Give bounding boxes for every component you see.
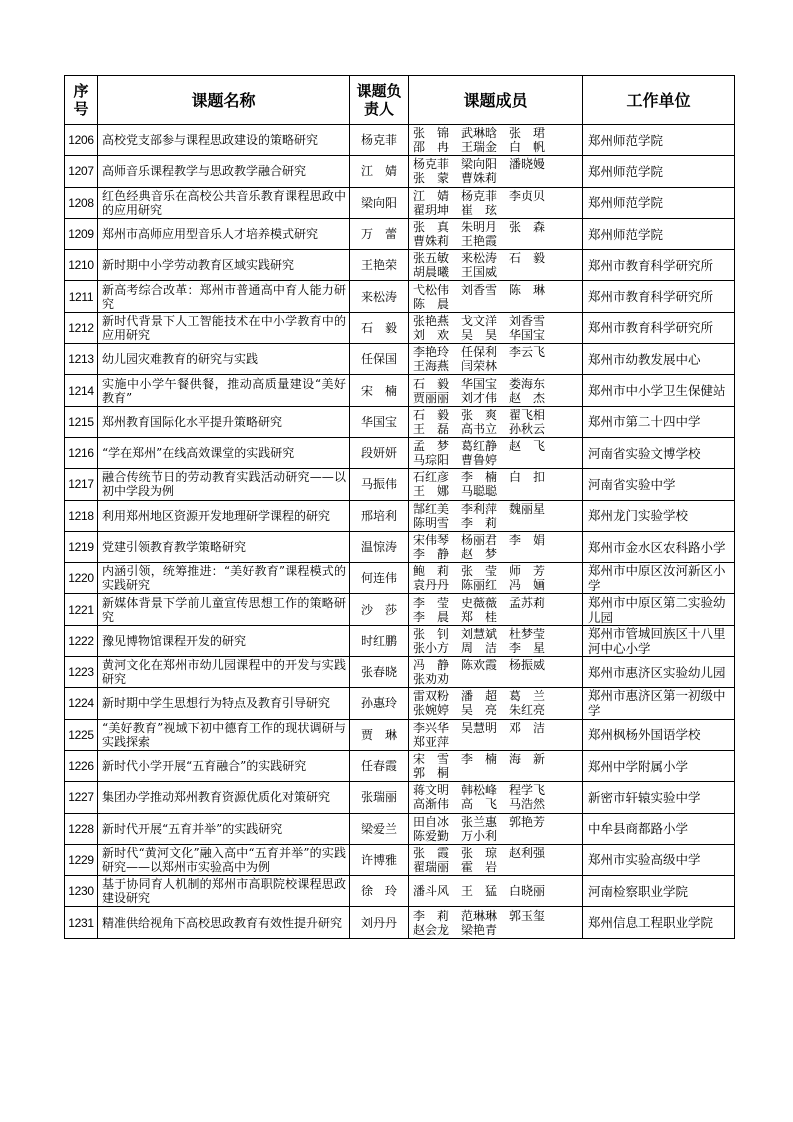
- row-project-title: 新时代小学开展“五育融合”的实践研究: [98, 750, 350, 781]
- member-line: 翟玥坤 崔 玹: [413, 202, 498, 217]
- header-project-members: 课题成员: [409, 76, 583, 125]
- row-project-leader: 来松涛: [350, 281, 409, 312]
- member-line: 郜红美 李利萍 魏丽星: [413, 501, 546, 516]
- member-line: 冯 静 陈欢霞 杨振威: [413, 658, 546, 673]
- row-project-leader: 刘丹丹: [350, 907, 409, 938]
- row-project-members: [409, 312, 583, 343]
- row-serial-number: 1226: [65, 750, 98, 781]
- row-serial-number: 1224: [65, 688, 98, 719]
- row-project-members: [409, 813, 583, 844]
- member-line: 李 莹 史薇薇 孟苏莉: [413, 595, 546, 610]
- row-project-members: [409, 156, 583, 187]
- row-serial-number: 1225: [65, 719, 98, 750]
- member-line: 石 毅 张 爽 翟飞相: [413, 407, 546, 422]
- table-row: [65, 437, 735, 468]
- member-line: 高渐伟 高 飞 马浩然: [413, 797, 546, 812]
- member-line: 刘 欢 吴 昊 华国宝: [413, 327, 546, 342]
- row-project-leader: 任保国: [350, 344, 409, 375]
- row-project-leader: 任春霞: [350, 750, 409, 781]
- row-project-members: [409, 876, 583, 907]
- row-project-leader: 许博雅: [350, 844, 409, 875]
- member-line: 石 毅 华国宝 娄海东: [413, 376, 546, 391]
- row-project-leader: 王艳荣: [350, 250, 409, 281]
- row-project-title: 郑州教育国际化水平提升策略研究: [98, 406, 350, 437]
- row-project-leader: 邢培利: [350, 500, 409, 531]
- row-serial-number: 1206: [65, 125, 98, 156]
- row-work-unit: 河南检察职业学院: [583, 876, 735, 907]
- member-line: 胡晨曦 王国威: [413, 265, 498, 280]
- row-project-leader: 沙 莎: [350, 594, 409, 625]
- row-project-title: 新时代“黄河文化”融入高中“五育并举”的实践研究——以郑州市实验高中为例: [98, 844, 350, 875]
- row-project-leader: 梁向阳: [350, 187, 409, 218]
- row-project-title: 红色经典音乐在高校公共音乐教育课程思政中的应用研究: [98, 187, 350, 218]
- table-body: [65, 125, 735, 939]
- row-project-title: 利用郑州地区资源开发地理研学课程的研究: [98, 500, 350, 531]
- row-project-title: 新高考综合改革：郑州市普通高中育人能力研究: [98, 281, 350, 312]
- row-project-leader: 梁爱兰: [350, 813, 409, 844]
- table-row: [65, 218, 735, 249]
- member-line: 张劝劝: [413, 672, 450, 687]
- member-line: 贾丽丽 刘才伟 赵 杰: [413, 390, 546, 405]
- row-project-title: 新时期中小学劳动教育区域实践研究: [98, 250, 350, 281]
- member-line: 蒋文明 韩松峰 程学飞: [413, 783, 546, 798]
- row-serial-number: 1209: [65, 218, 98, 249]
- row-serial-number: 1217: [65, 469, 98, 500]
- row-work-unit: 郑州市第二十四中学: [583, 406, 735, 437]
- row-serial-number: 1221: [65, 594, 98, 625]
- row-serial-number: 1218: [65, 500, 98, 531]
- member-line: 宋伟琴 杨丽君 李 娟: [413, 533, 546, 547]
- row-project-title: 新时期中学生思想行为特点及教育引导研究: [98, 688, 350, 719]
- member-line: 杨克菲 梁向阳 潘晓嫚: [413, 157, 546, 172]
- row-serial-number: 1230: [65, 876, 98, 907]
- project-table-sheet: [64, 75, 734, 939]
- header-project-title: 课题名称: [98, 76, 350, 125]
- member-line: 邵 冉 王瑞金 白 帆: [413, 140, 546, 155]
- row-project-members: [409, 719, 583, 750]
- table-row: [65, 750, 735, 781]
- row-project-leader: 温惊涛: [350, 531, 409, 562]
- row-serial-number: 1229: [65, 844, 98, 875]
- row-serial-number: 1211: [65, 281, 98, 312]
- member-line: 曹姝莉 王艳霞: [413, 234, 498, 249]
- row-serial-number: 1213: [65, 344, 98, 375]
- row-project-members: [409, 469, 583, 500]
- table-row: [65, 312, 735, 343]
- member-line: 陈爱勤 万小利: [413, 828, 498, 843]
- row-project-leader: 华国宝: [350, 406, 409, 437]
- row-project-members: [409, 187, 583, 218]
- row-project-title: “美好教育”视域下初中德育工作的现状调研与实践探索: [98, 719, 350, 750]
- member-line: 张 霞 张 琼 赵利强: [413, 845, 546, 860]
- table-row: [65, 375, 735, 406]
- member-line: 郭 桐: [413, 766, 450, 781]
- member-line: 王 娜 马聪聪: [413, 484, 498, 499]
- row-project-members: [409, 563, 583, 594]
- member-line: 弋松伟 刘香雪 陈 琳: [413, 282, 546, 297]
- row-project-leader: 石 毅: [350, 312, 409, 343]
- member-line: 李 静 赵 梦: [413, 547, 498, 561]
- row-project-title: 内涵引领，统筹推进：“美好教育”课程模式的实践研究: [98, 563, 350, 594]
- row-project-members: [409, 406, 583, 437]
- row-project-leader: 江 婧: [350, 156, 409, 187]
- table-row: [65, 907, 735, 938]
- member-line: 宋 雪 李 楠 海 新: [413, 752, 546, 767]
- row-project-title: 新时代背景下人工智能技术在中小学教育中的应用研究: [98, 312, 350, 343]
- row-work-unit: 郑州市惠济区实验幼儿园: [583, 657, 735, 688]
- row-project-title: 集团办学推动郑州教育资源优质化对策研究: [98, 782, 350, 813]
- row-project-title: 郑州市高师应用型音乐人才培养模式研究: [98, 218, 350, 249]
- row-project-title: 高校党支部参与课程思政建设的策略研究: [98, 125, 350, 156]
- row-serial-number: 1219: [65, 531, 98, 562]
- member-line: 张小方 周 洁 李 星: [413, 640, 546, 655]
- row-project-leader: 杨克菲: [350, 125, 409, 156]
- table-row: [65, 500, 735, 531]
- row-serial-number: 1228: [65, 813, 98, 844]
- row-work-unit: 郑州龙门实验学校: [583, 500, 735, 531]
- row-serial-number: 1220: [65, 563, 98, 594]
- row-work-unit: 郑州市教育科学研究所: [583, 281, 735, 312]
- table-row: [65, 625, 735, 656]
- member-line: 李 晨 郑 桂: [413, 609, 498, 624]
- row-project-members: [409, 750, 583, 781]
- member-line: 李 莉 范琳琳 郭玉玺: [413, 908, 546, 923]
- row-work-unit: 郑州市幼教发展中心: [583, 344, 735, 375]
- row-work-unit: 中牟县商都路小学: [583, 813, 735, 844]
- member-line: 李艳玲 任保利 李云飞: [413, 345, 546, 360]
- row-project-members: [409, 907, 583, 938]
- row-project-members: [409, 782, 583, 813]
- member-line: 王海燕 闫荣林: [413, 359, 498, 374]
- member-line: 王 磊 高书立 孙秋云: [413, 421, 546, 436]
- row-project-members: [409, 344, 583, 375]
- table-row: [65, 469, 735, 500]
- table-header-row: [65, 76, 735, 125]
- row-project-leader: 宋 楠: [350, 375, 409, 406]
- row-project-members: [409, 375, 583, 406]
- row-work-unit: 郑州师范学院: [583, 187, 735, 218]
- table-row: [65, 563, 735, 594]
- row-project-title: 精准供给视角下高校思政教育有效性提升研究: [98, 907, 350, 938]
- member-line: 陈明雪 李 莉: [413, 515, 498, 530]
- row-work-unit: 郑州枫杨外国语学校: [583, 719, 735, 750]
- row-project-members: [409, 250, 583, 281]
- table-row: [65, 844, 735, 875]
- row-serial-number: 1223: [65, 657, 98, 688]
- table-row: [65, 719, 735, 750]
- row-project-title: 豫见博物馆课程开发的研究: [98, 625, 350, 656]
- row-project-leader: 张瑞丽: [350, 782, 409, 813]
- row-project-title: 党建引领教育教学策略研究: [98, 531, 350, 562]
- row-project-members: [409, 281, 583, 312]
- header-project-leader: 课题负责人: [350, 76, 409, 125]
- row-work-unit: 郑州市中原区汝河新区小学: [583, 563, 735, 594]
- row-work-unit: 郑州中学附属小学: [583, 750, 735, 781]
- row-project-members: [409, 657, 583, 688]
- table-row: [65, 281, 735, 312]
- member-line: 张婉婷 吴 亮 朱红亮: [413, 703, 546, 718]
- table-row: [65, 876, 735, 907]
- row-project-leader: 孙惠玲: [350, 688, 409, 719]
- row-project-members: [409, 218, 583, 249]
- row-project-members: [409, 688, 583, 719]
- row-work-unit: 河南省实验中学: [583, 469, 735, 500]
- row-work-unit: 郑州市管城回族区十八里河中心小学: [583, 625, 735, 656]
- row-work-unit: 郑州市中小学卫生保健站: [583, 375, 735, 406]
- row-work-unit: 郑州市教育科学研究所: [583, 250, 735, 281]
- row-project-title: 新时代开展“五育并举”的实践研究: [98, 813, 350, 844]
- row-work-unit: 郑州师范学院: [583, 218, 735, 249]
- member-line: 赵会龙 梁艳青: [413, 922, 498, 937]
- row-project-members: [409, 500, 583, 531]
- table-row: [65, 406, 735, 437]
- row-work-unit: 河南省实验文博学校: [583, 437, 735, 468]
- row-project-leader: 马振伟: [350, 469, 409, 500]
- member-line: 潘斗风 王 猛 白晓丽: [413, 884, 546, 899]
- row-work-unit: 郑州师范学院: [583, 156, 735, 187]
- table-row: [65, 250, 735, 281]
- member-line: 张 锦 武琳晗 张 珺: [413, 126, 546, 141]
- table-row: [65, 594, 735, 625]
- row-serial-number: 1216: [65, 437, 98, 468]
- member-line: 李兴华 吴慧明 邓 洁: [413, 720, 546, 735]
- member-line: 石红彦 李 楠 白 扣: [413, 470, 546, 485]
- row-work-unit: 郑州信息工程职业学院: [583, 907, 735, 938]
- table-row: [65, 782, 735, 813]
- table-row: [65, 813, 735, 844]
- member-line: 孟 梦 葛红静 赵 飞: [413, 439, 546, 454]
- header-serial-number: 序号: [65, 76, 98, 125]
- row-project-title: 实施中小学午餐供餐，推动高质量建设“美好教育”: [98, 375, 350, 406]
- member-line: 张艳燕 戈文洋 刘香雪: [413, 313, 546, 328]
- member-line: 江 婧 杨克菲 李贞贝: [413, 188, 546, 203]
- row-serial-number: 1210: [65, 250, 98, 281]
- member-line: 张五敏 来松涛 石 毅: [413, 251, 546, 266]
- row-work-unit: 郑州市教育科学研究所: [583, 312, 735, 343]
- member-line: 翟瑞丽 霍 岩: [413, 859, 498, 874]
- row-project-members: [409, 844, 583, 875]
- row-project-leader: 贾 琳: [350, 719, 409, 750]
- member-line: 陈 晨: [413, 296, 450, 311]
- row-project-title: 基于协同育人机制的郑州市高职院校课程思政建设研究: [98, 876, 350, 907]
- row-project-title: 高师音乐课程教学与思政教学融合研究: [98, 156, 350, 187]
- row-serial-number: 1231: [65, 907, 98, 938]
- row-project-members: [409, 437, 583, 468]
- row-serial-number: 1215: [65, 406, 98, 437]
- table-row: [65, 531, 735, 562]
- row-work-unit: 郑州市惠济区第一初级中学: [583, 688, 735, 719]
- row-project-leader: 段妍妍: [350, 437, 409, 468]
- row-project-members: [409, 125, 583, 156]
- member-line: 马琮阳 曹鲁婷: [413, 453, 498, 468]
- table-row: [65, 344, 735, 375]
- header-work-unit: 工作单位: [583, 76, 735, 125]
- row-project-leader: 万 蕾: [350, 218, 409, 249]
- row-serial-number: 1207: [65, 156, 98, 187]
- member-line: 张 钊 刘慧斌 杜梦莹: [413, 626, 546, 641]
- member-line: 雷双粉 潘 超 葛 兰: [413, 689, 546, 704]
- member-line: 张 真 朱明月 张 森: [413, 220, 546, 235]
- row-serial-number: 1214: [65, 375, 98, 406]
- row-project-leader: 徐 玲: [350, 876, 409, 907]
- row-project-leader: 何连伟: [350, 563, 409, 594]
- table-row: [65, 688, 735, 719]
- row-serial-number: 1208: [65, 187, 98, 218]
- row-serial-number: 1222: [65, 625, 98, 656]
- table-row: [65, 657, 735, 688]
- table-row: [65, 156, 735, 187]
- member-line: 张 蒙 曹姝莉: [413, 171, 498, 186]
- row-work-unit: 郑州师范学院: [583, 125, 735, 156]
- row-work-unit: 郑州市金水区农科路小学: [583, 531, 735, 562]
- table-row: [65, 187, 735, 218]
- member-line: 郑亚萍: [413, 734, 450, 749]
- row-project-leader: 张春晓: [350, 657, 409, 688]
- row-work-unit: 郑州市中原区第二实验幼儿园: [583, 594, 735, 625]
- member-line: 田自冰 张兰惠 郭艳芳: [413, 814, 546, 829]
- row-work-unit: 郑州市实验高级中学: [583, 844, 735, 875]
- row-work-unit: 新密市轩辕实验中学: [583, 782, 735, 813]
- row-project-title: 幼儿园灾难教育的研究与实践: [98, 344, 350, 375]
- row-project-leader: 时红鹏: [350, 625, 409, 656]
- row-serial-number: 1212: [65, 312, 98, 343]
- row-project-title: 新媒体背景下学前儿童宣传思想工作的策略研究: [98, 594, 350, 625]
- row-project-title: 黄河文化在郑州市幼儿园课程中的开发与实践研究: [98, 657, 350, 688]
- project-table: [64, 75, 735, 939]
- row-project-title: “学在郑州”在线高效课堂的实践研究: [98, 437, 350, 468]
- member-line: 鲍 莉 张 莹 师 芳: [413, 564, 546, 579]
- row-project-members: [409, 594, 583, 625]
- row-project-members: [409, 625, 583, 656]
- table-row: [65, 125, 735, 156]
- member-line: 袁丹丹 陈丽红 冯 婳: [413, 578, 546, 593]
- row-project-members: [409, 531, 583, 562]
- row-serial-number: 1227: [65, 782, 98, 813]
- row-project-title: 融合传统节日的劳动教育实践活动研究——以初中学段为例: [98, 469, 350, 500]
